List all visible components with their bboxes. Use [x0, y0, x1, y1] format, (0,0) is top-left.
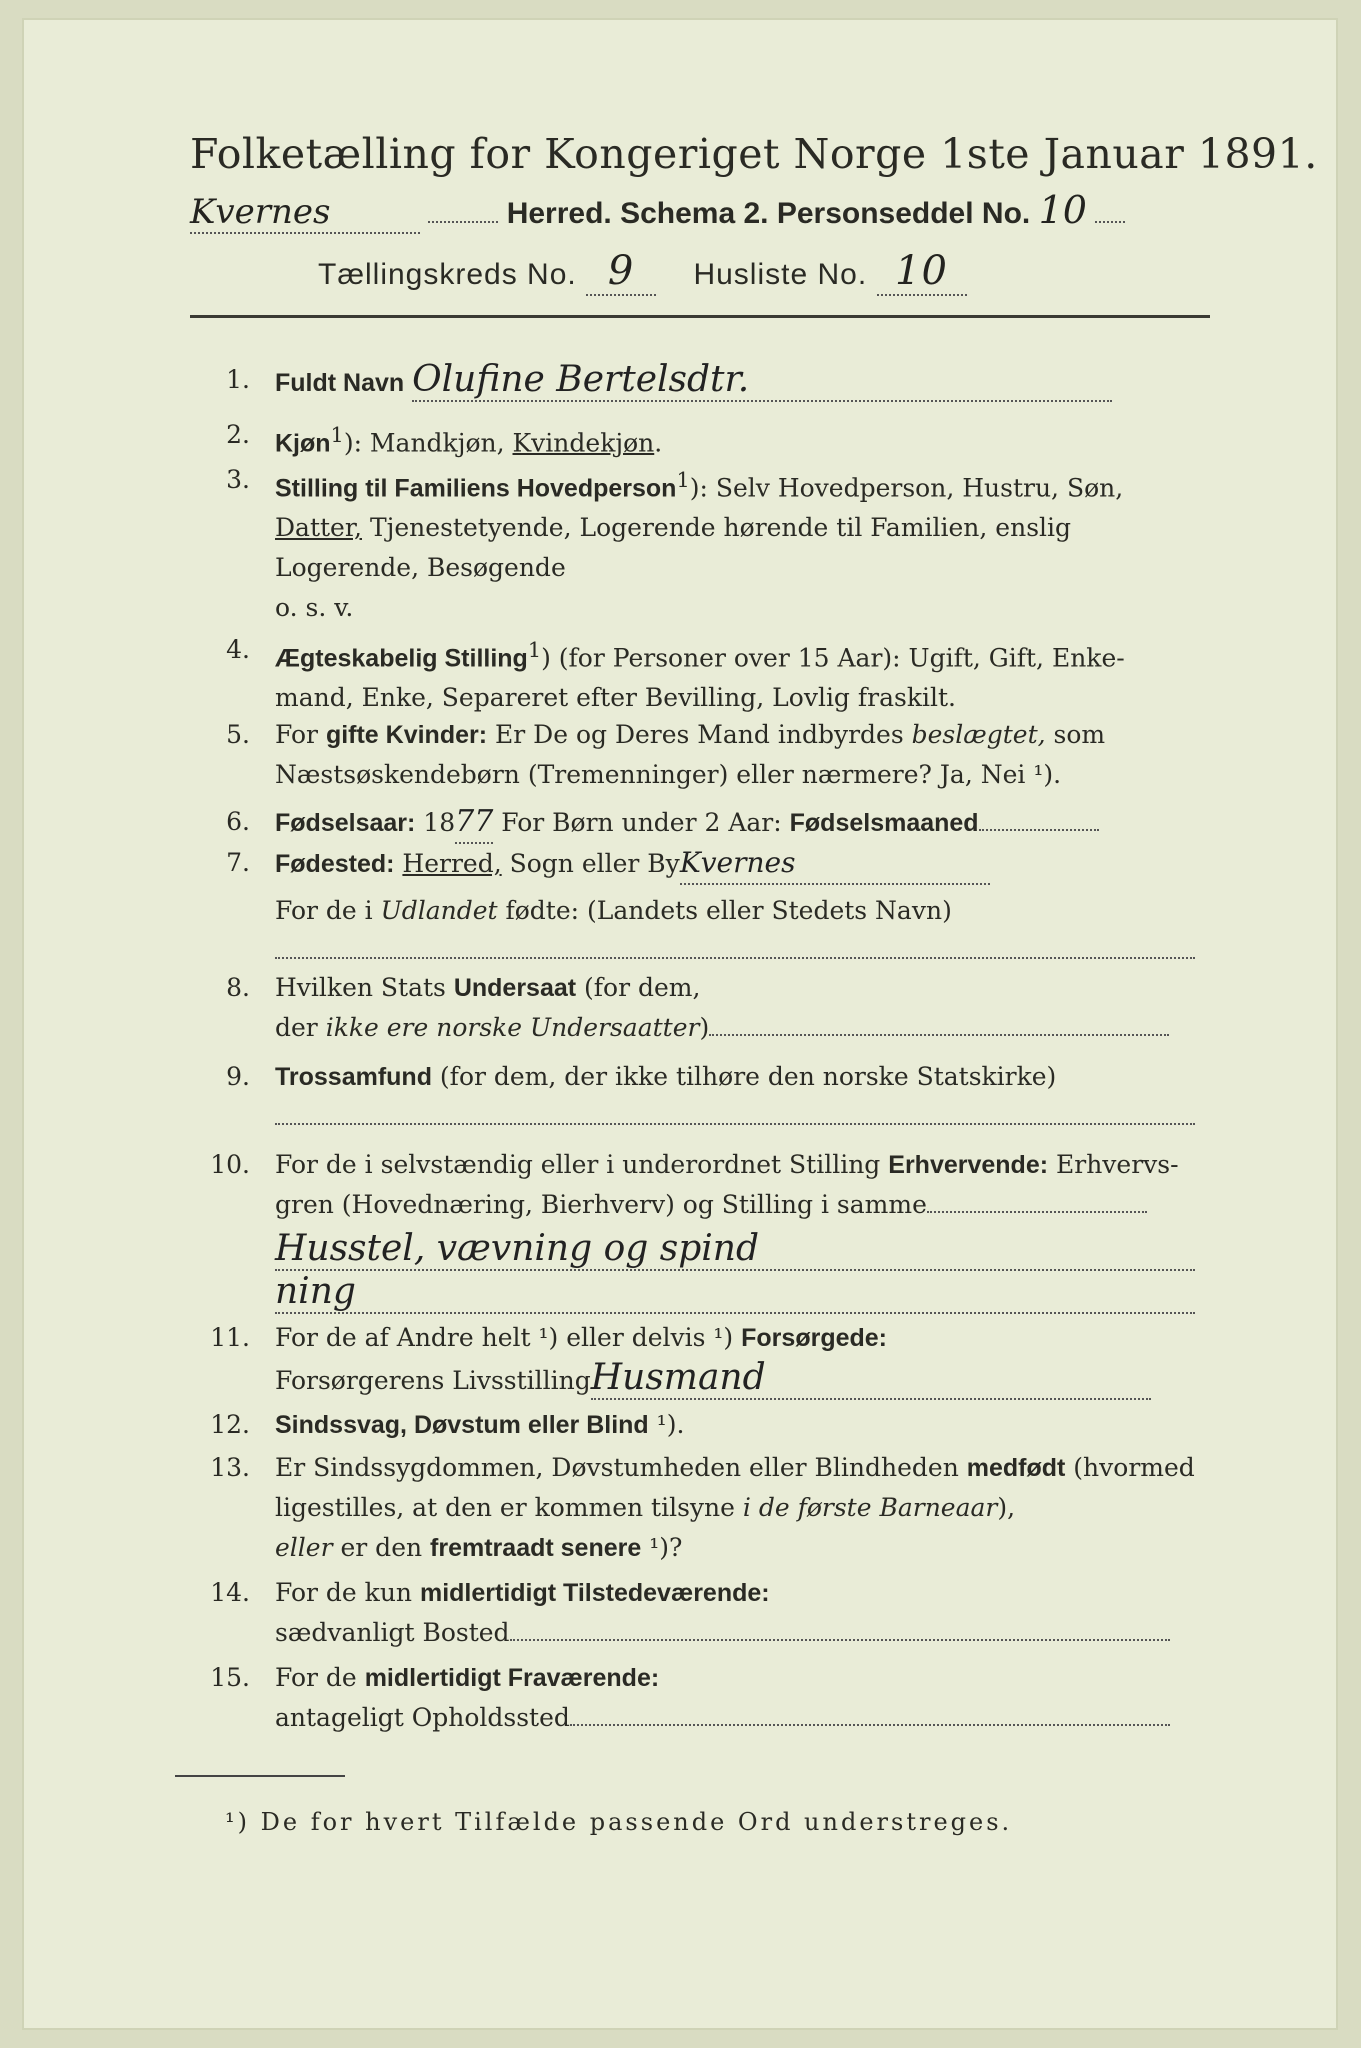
- item-number: 6.: [226, 807, 250, 836]
- item-text: fødte: (Landets eller Stedets Navn): [497, 896, 952, 925]
- full-name-answer: Olufine Bertelsdtr.: [412, 360, 1112, 402]
- item-label: fremtraadt senere: [430, 1534, 642, 1562]
- item-label: Undersaat: [453, 974, 577, 1002]
- item-label: Trossamfund: [275, 1063, 432, 1091]
- item-text: Tjenestetyende, Logerende hørende til Familien, enslig: [362, 513, 1072, 543]
- item-label: midlertidigt Tilstedeværende:: [419, 1579, 770, 1607]
- kreds-line: [318, 248, 1218, 296]
- item-text: ) (for Personer over 15 Aar): Ugift, Gift, Enke-: [541, 643, 1125, 673]
- item-number: 14.: [210, 1578, 250, 1607]
- item-text: antageligt Opholdssted: [275, 1703, 570, 1732]
- item-label: Ægteskabelig Stilling: [275, 644, 528, 673]
- footnote-mark: 1: [330, 423, 344, 447]
- citizenship-field: [709, 1034, 1169, 1036]
- item-number: 5.: [226, 720, 250, 749]
- item-text: der: [275, 1013, 326, 1042]
- item-text: Erhvervs-: [1048, 1150, 1179, 1179]
- item-number: 13.: [210, 1453, 250, 1482]
- herred-line: [190, 188, 1210, 234]
- item-text: For de kun: [275, 1578, 420, 1607]
- item-label: Sindssvag, Døvstum eller Blind: [275, 1411, 649, 1439]
- item-label: Kjøn: [275, 429, 331, 458]
- item-text: ¹)?: [641, 1533, 683, 1562]
- item-text: Næstsøskendebørn (Tremenninger) eller nærmere? Ja, Nei ¹).: [275, 760, 1062, 789]
- footnote: ¹) De for hvert Tilfælde passende Ord understreges.: [225, 1808, 1013, 1836]
- item-number: 3.: [226, 465, 250, 494]
- item-number: 11.: [210, 1323, 250, 1352]
- item-label: Fuldt Navn: [275, 369, 405, 397]
- item-text: er den: [332, 1533, 431, 1562]
- item-text: ),: [997, 1493, 1016, 1522]
- item-italic: ikke ere norske Undersaatter: [325, 1013, 700, 1042]
- item-italic: eller: [275, 1533, 333, 1562]
- husliste-label: Husliste No.: [693, 258, 868, 291]
- item-italic: i de første Barneaar: [742, 1493, 998, 1522]
- form-title: Folketælling for Kongeriget Norge 1ste Januar 1891.: [190, 130, 1318, 178]
- footnote-rule: [175, 1775, 345, 1777]
- item-label: Fødested:: [275, 850, 395, 878]
- item-label: Stilling til Familiens Hovedperson: [275, 474, 677, 503]
- husliste-number: 10: [877, 248, 967, 296]
- item-text: sædvanligt Bosted: [275, 1618, 510, 1647]
- item-text: For de i selvstændig eller i underordnet Stilling: [275, 1150, 889, 1179]
- item-number: 12.: [210, 1410, 250, 1439]
- item-text: (hvormed: [1065, 1453, 1195, 1482]
- kreds-label: Tællingskreds No.: [318, 258, 577, 291]
- item-text: mand, Enke, Separeret efter Bevilling, Lovlig fraskilt.: [275, 683, 956, 713]
- item-italic: beslægtet,: [911, 720, 1046, 749]
- item-label: Fødselsmaaned: [789, 809, 979, 837]
- item-text: Logerende, Besøgende: [275, 553, 566, 583]
- underlined-option: Herred,: [402, 849, 502, 878]
- birth-month-field: [979, 829, 1099, 831]
- item-label: medfødt: [966, 1454, 1066, 1482]
- item-text: (for dem,: [576, 973, 701, 1002]
- item-text: Sogn eller By: [501, 849, 680, 878]
- item-number: 1.: [226, 365, 250, 394]
- item-text: For de i: [275, 896, 381, 925]
- item-number: 4.: [226, 635, 250, 664]
- item-number: 9.: [226, 1062, 250, 1091]
- item-text: ): Selv Hovedperson, Hustru, Søn,: [689, 473, 1124, 503]
- item-number: 8.: [226, 973, 250, 1002]
- item-text: som: [1045, 720, 1106, 749]
- item-number: 7.: [226, 848, 250, 877]
- item-text: Er Sindssygdommen, Døvstumheden eller Blindheden: [275, 1453, 967, 1482]
- item-text: (for dem, der ikke tilhøre den norske Statskirke): [431, 1062, 1057, 1091]
- probable-residence-field: [570, 1724, 1170, 1726]
- item-text: For: [275, 720, 326, 749]
- item-label: Erhvervende:: [888, 1151, 1049, 1179]
- item-number: 2.: [226, 420, 250, 449]
- item-number: 15.: [210, 1663, 250, 1692]
- birth-year-answer: 77: [455, 802, 493, 844]
- personseddel-dots: [1095, 221, 1125, 223]
- item-label: Fødselsaar:: [275, 809, 416, 837]
- herred-schema-label: Herred. Schema 2. Personseddel No.: [506, 197, 1031, 230]
- religion-field: [275, 1123, 1195, 1125]
- birthplace-answer: Kvernes: [680, 843, 990, 885]
- provider-occupation-answer: Husmand: [591, 1358, 1151, 1400]
- item-text: gren (Hovednæring, Bierhverv) og Stilling i samme: [275, 1190, 927, 1219]
- foreign-birthplace-field: [275, 957, 1195, 959]
- kreds-number: 9: [586, 248, 656, 296]
- usual-residence-field: [510, 1639, 1170, 1641]
- item-text: For de: [275, 1663, 365, 1692]
- occupation-answer-line-1: Husstel, vævning og spind: [275, 1229, 1195, 1271]
- item-text: Hvilken Stats: [275, 973, 454, 1002]
- item-label: gifte Kvinder:: [325, 721, 488, 749]
- herred-dots: [428, 221, 498, 223]
- occupation-dots: [927, 1211, 1147, 1213]
- item-text: ): Mandkjøn,: [343, 428, 513, 458]
- item-text: ligestilles, at den er kommen tilsyne: [275, 1493, 743, 1522]
- item-label: Forsørgede:: [741, 1324, 887, 1352]
- item-text: 18: [415, 808, 456, 837]
- item-number: 10.: [210, 1150, 250, 1179]
- item-text: For Børn under 2 Aar:: [493, 808, 790, 837]
- item-text: ¹).: [648, 1410, 685, 1439]
- underlined-option: Datter,: [275, 513, 362, 543]
- item-text: For de af Andre helt ¹) eller delvis ¹): [275, 1323, 742, 1352]
- personseddel-number: 10: [1038, 188, 1087, 232]
- item-label: midlertidigt Fraværende:: [364, 1664, 660, 1692]
- item-italic: Udlandet: [380, 896, 498, 925]
- item-text: .: [654, 428, 663, 458]
- item-text: ): [699, 1013, 710, 1042]
- underlined-option: Kvindekjøn: [512, 428, 655, 458]
- header-rule: [190, 315, 1210, 318]
- item-text: o. s. v.: [275, 593, 354, 623]
- occupation-answer-line-2: ning: [275, 1272, 1195, 1314]
- item-text: Forsørgerens Livsstilling: [275, 1366, 591, 1395]
- item-text: Er De og Deres Mand indbyrdes: [487, 720, 912, 749]
- herred-handwritten: Kvernes: [190, 192, 420, 234]
